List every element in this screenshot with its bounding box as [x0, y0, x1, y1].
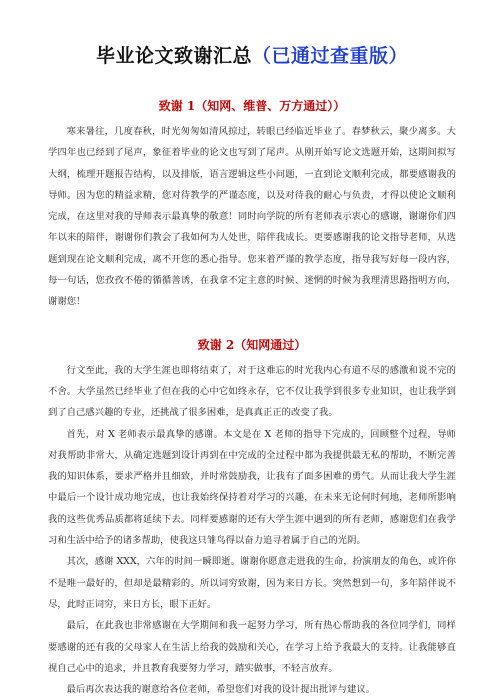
- document-title-main: 毕业论文致谢汇总: [95, 45, 252, 67]
- section-heading-1: 致谢 1（知网、维普、万方通过））: [158, 99, 346, 113]
- document-title-sub: （已通过查重版）: [252, 45, 409, 67]
- section-2-paragraph-2: 首先，对 X 老师表示最真挚的感谢。本文是在 X 老师的指导下完成的，回顾整个过程，导师对我帮助非常大，从确定选题到设计再到在中完成的全过程中都为我提供最无私的帮助，不断完善我的知识体系，要求严格并且细致，并时常鼓励我，让我有了面多困难的勇气。从而让我大学生涯中最后一个设计成功地完成，也让我始终保持着对学习的兴趣，在未来无论何时何地，老师所影响我的这些优秀品质都将延续下去。同样要感谢的还有大学生涯中遇到的所有老师，感谢您们在我学习和生活中给予的诸多帮助，使我这只雏鸟得以奋力追寻着属于自己的光阴。: [48, 428, 456, 547]
- section-heading-2: 致谢 2（知网通过）: [197, 337, 307, 352]
- section-2-paragraph-4: 最后，在此我也非常感谢在大学期间和我一起努力学习，所有热心帮助我的各位同学们，同样要感谢的还有我的父母家人在生活上给我的鼓励和关心，在学习上给予我最大的支持。让我能够直视自己心中的追求，并且教育我要努力学习，踏实做事，不轻言放弃。: [48, 620, 456, 674]
- section-2-paragraph-3: 其次，感谢 XXX，六年的时间一瞬即逝。谢谢你愿意走进我的生命，扮演朋友的角色，或许你不是唯一最好的，但却是最精彩的。所以词穷致谢，因为来日方长。突然想到一句，多年陪伴说不尽，此时正词穷，来日方长，眼下正好。: [48, 556, 456, 610]
- document-title: [48, 44, 456, 68]
- section-1-paragraph-1: 寒来暑往，几度春秋，时光匆匆如清风掠过，转眼已经临近毕业了。春梦秋云，聚少离多。大学四年也已经到了尾声，象征着毕业的论文也写到了尾声。从刚开始写论文选题开始，这期间拟写大纲，梳理开题报告结构，以及排版，语言逻辑这些小问题，一直到论文顺利完成，都要感谢我的导师。因为您的精益求精，您对待教学的严谨态度，以及对待我的耐心与负责，才得以使论文顺利完成，在这里对我的导师表示最真挚的敬意！同时向学院的所有老师表示衷心的感谢，谢谢你们四年以来的陪伴，谢谢你们教会了我如何为人处世，陪伴我成长。更要感谢我的论文指导老师，从选题到现在论文顺利完成，离不开您的悉心指导。您来着严谨的教学态度，指导我写好每一段内容，每一句话，您孜孜不倦的循循善诱，在我拿不定主意的时候、迷惘的时候为我理清思路指明方向，谢谢您！: [48, 126, 456, 308]
- section-2-paragraph-1: 行文至此，我的大学生涯也即将结束了，对于这难忘的时光我内心有道不尽的感激和说不完的不舍。大学虽然已经毕业了但在我的心中它如终永存，它不仅让我学到很多专业知识，也让我学到到了自己感兴趣的专业，还挑战了很多困难，是真真正正的改变了我。: [48, 364, 456, 419]
- section-2-paragraph-5: 最后再次表达我的谢意给各位老师，希望您们对我的设计提出批评与建议。: [66, 684, 376, 696]
